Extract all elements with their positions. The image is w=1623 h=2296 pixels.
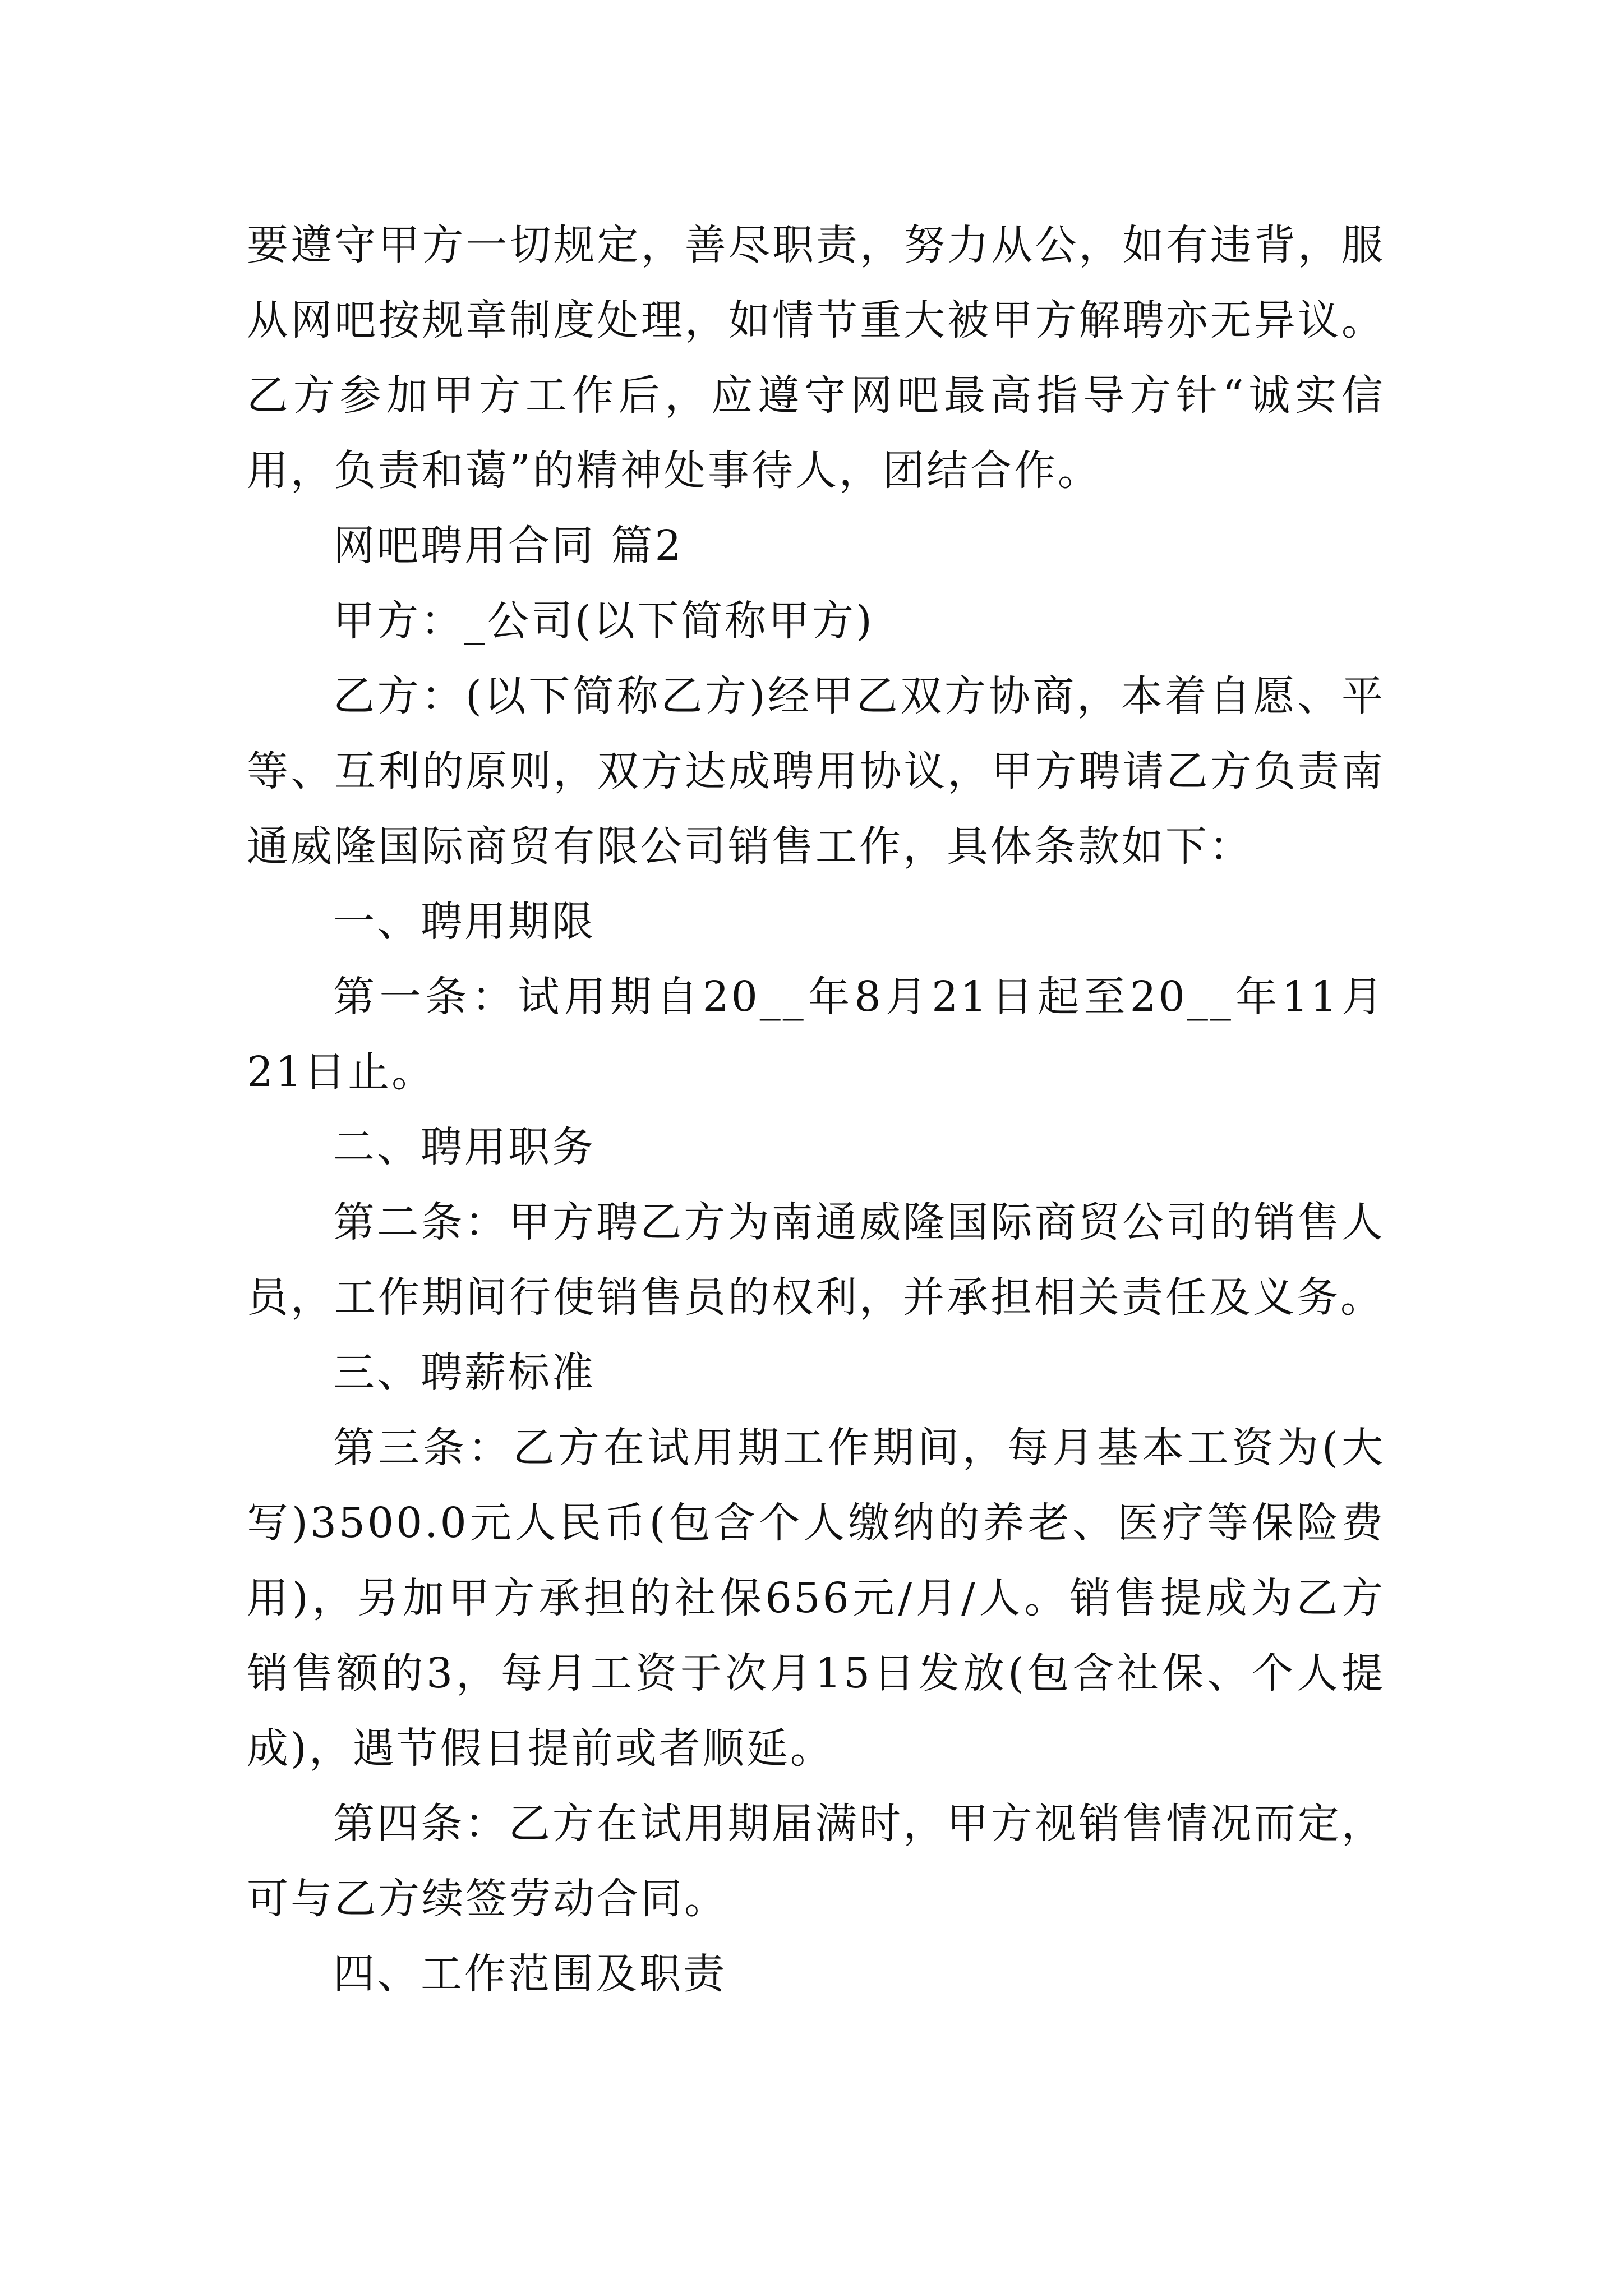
party-a-line: 甲方：_公司(以下简称甲方) [333,597,874,645]
heading-employment-period: 一、聘用期限 [333,898,596,946]
paragraph-continuation: 要遵守甲方一切规定，善尽职责，努力从公，如有违背，服从网吧按规章制度处理，如情节重大被甲方解聘亦无异议。乙方参加甲方工作后，应遵守网吧最高指导方针“诚实信用，负责和蔼”的精神处事待人，团结合作。 [247,221,1385,495]
article-1: 第一条：试用期自20__年8月21日起至20__年11月21日止。 [247,973,1385,1096]
party-b-paragraph: 乙方：(以下简称乙方)经甲乙双方协商，本着自愿、平等、互利的原则，双方达成聘用协议，甲方聘请乙方负责南通威隆国际商贸有限公司销售工作，具体条款如下： [247,672,1385,871]
heading-salary-standard: 三、聘薪标准 [333,1349,596,1397]
section-title-part-2: 网吧聘用合同 篇2 [333,522,684,570]
article-2: 第二条：甲方聘乙方为南通威隆国际商贸公司的销售人员，工作期间行使销售员的权利，并承担相关责任及义务。 [247,1198,1385,1322]
heading-scope-and-duties: 四、工作范围及职责 [333,1950,727,1998]
article-3: 第三条：乙方在试用期工作期间，每月基本工资为(大写)3500.0元人民币(包含个人缴纳的养老、医疗等保险费用)，另加甲方承担的社保656元/月/人。销售提成为乙方销售额的3，每月工资于次月15日发放(包含社保、个人提成)，遇节假日提前或者顺延。 [247,1424,1385,1773]
heading-position: 二、聘用职务 [333,1123,596,1171]
article-4: 第四条：乙方在试用期届满时，甲方视销售情况而定，可与乙方续签劳动合同。 [247,1800,1385,1923]
document-body [247,208,1385,2012]
